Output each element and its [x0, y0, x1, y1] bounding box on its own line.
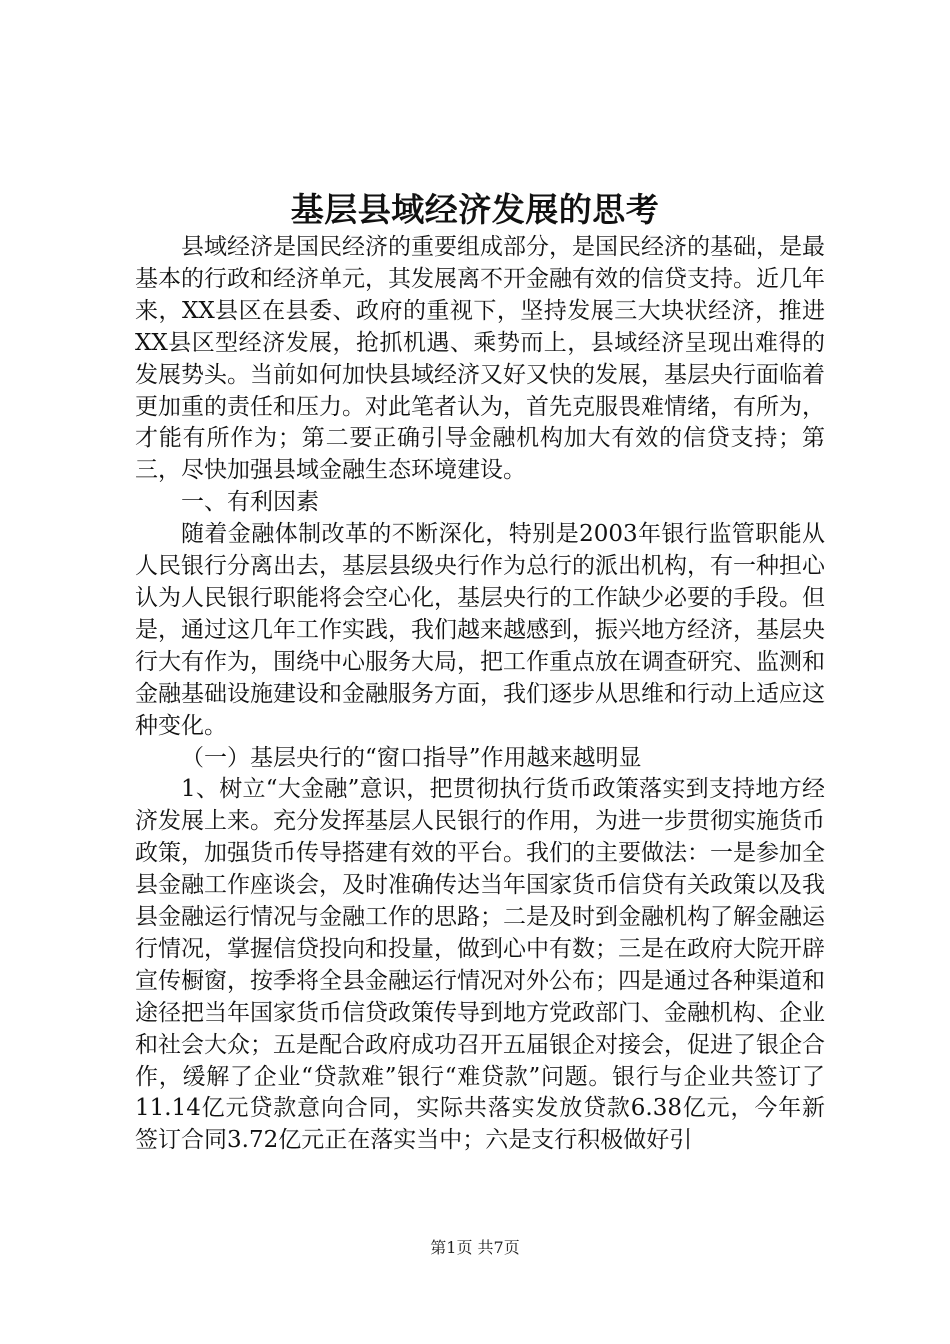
paragraph-big-finance: 1、树立“大金融”意识，把贯彻执行货币政策落实到支持地方经济发展上来。充分发挥基层人民银行的作用，为进一步贯彻实施货币政策，加强货币传导搭建有效的平台。我们的主要做法：一是参加全县金融工作座谈会，及时准确传达当年国家货币信贷有关政策以及我县金融运行情况与金融工作的思路；二是及时到金融机构了解金融运行情况，掌握信贷投向和投量，做到心中有数；三是在政府大院开辟宣传橱窗，按季将全县金融运行情况对外公布；四是通过各种渠道和途径把当年国家货币信贷政策传导到地方党政部门、金融机构、企业和社会大众；五是配合政府成功召开五届银企对接会，促进了银企合作，缓解了企业“贷款难”银行“难贷款”问题。银行与企业共签订了11.14亿元贷款意向合同，实际共落实发放贷款6.38亿元，今年新签订合同3.72亿元正在落实当中；六是支行积极做好引 [135, 776, 825, 1154]
page-footer: 第1页 共7页 [430, 1238, 520, 1257]
paragraph-intro: 县域经济是国民经济的重要组成部分，是国民经济的基础，是最基本的行政和经济单元，其发展离不开金融有效的信贷支持。近几年来，XX县区在县委、政府的重视下，坚持发展三大块状经济，推进XX县区型经济发展，抢抓机遇、乘势而上，县域经济呈现出难得的发展势头。当前如何加快县域经济又好又快的发展，基层央行面临着更加重的责任和压力。对此笔者认为，首先克服畏难情绪，有所为，才能有所作为；第二要正确引导金融机构加大有效的信贷支持；第三，尽快加强县域金融生态环境建设。 [135, 234, 825, 484]
document-body [135, 232, 825, 1157]
paragraph-reform: 随着金融体制改革的不断深化，特别是2003年银行监管职能从人民银行分离出去，基层县级央行作为总行的派出机构，有一种担心认为人民银行职能将会空心化，基层央行的工作缺少必要的手段。但是，通过这几年工作实践，我们越来越感到，振兴地方经济，基层央行大有作为，围绕中心服务大局，把工作重点放在调查研究、监测和金融基础设施建设和金融服务方面，我们逐步从思维和行动上适应这种变化。 [135, 521, 825, 739]
document-title: 基层县域经济发展的思考 [290, 190, 660, 229]
section-heading-favorable-factors: 一、有利因素 [181, 489, 319, 516]
subsection-heading-window-guidance: （一）基层央行的“窗口指导”作用越来越明显 [181, 744, 642, 771]
